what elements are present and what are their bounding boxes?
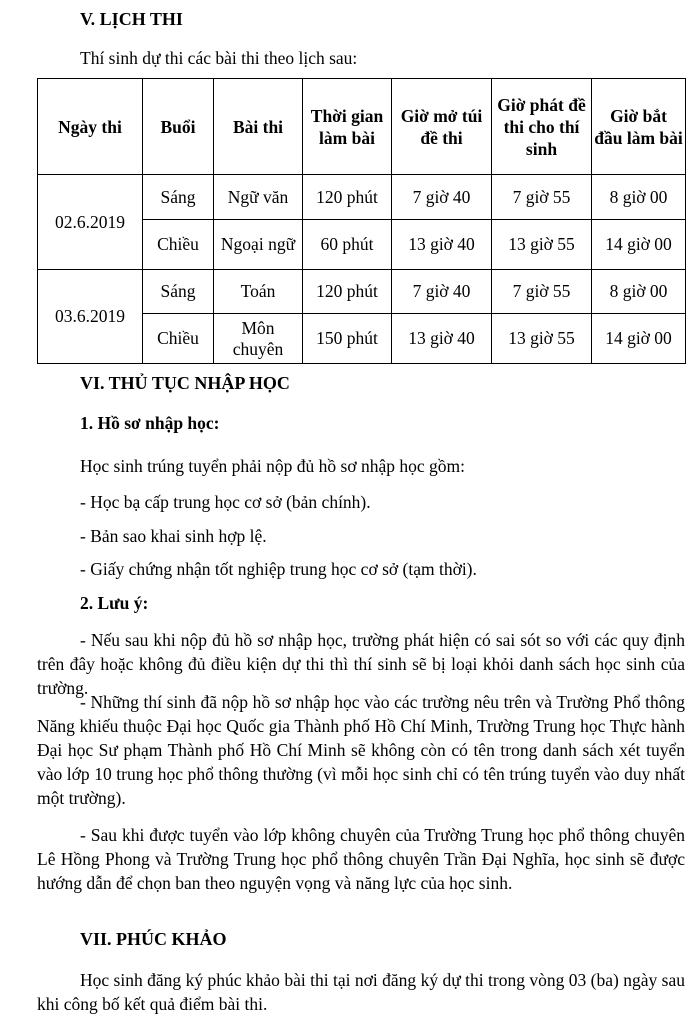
handout-time-cell: 7 giờ 55 [492,175,592,220]
section-heading-review: VII. PHÚC KHẢO [80,929,227,949]
duration-cell: 120 phút [303,270,392,314]
note-paragraph: - Nếu sau khi nộp đủ hồ sơ nhập học, trường phát hiện có sai sót so với các quy định trên đây hoặc không đủ điều kiện dự thi thì thí sinh sẽ bị loại khỏi danh sách học sinh của trường. [37,630,685,698]
session-cell: Chiều [143,220,214,270]
document-item: - Giấy chứng nhận tốt nghiệp trung học cơ sở (tạm thời). [80,559,477,579]
handout-time-cell: 13 giờ 55 [492,220,592,270]
header-cell: Bài thi [214,79,303,175]
subheading-notes: 2. Lưu ý: [80,593,149,613]
subheading-documents: 1. Hồ sơ nhập học: [80,413,220,433]
table-header-row [38,79,686,175]
start-time-cell: 8 giờ 00 [592,175,686,220]
exam-schedule-table [37,78,686,364]
note-paragraph: - Những thí sinh đã nộp hồ sơ nhập học vào các trường nêu trên và Trường Phổ thông Năng khiếu thuộc Đại học Quốc gia Thành phố Hồ Chí Minh, Trường Trung học Thực hành Đại học Sư phạm Thành phố Hồ Chí Minh sẽ không còn có tên trong danh sách xét tuyển vào lớp 10 trung học phổ thông thường (vì mỗi học sinh chỉ có tên trúng tuyển vào duy nhất một trường). [37,692,685,808]
duration-cell: 150 phút [303,314,392,364]
header-cell: Giờ mở túi đề thi [392,79,492,175]
documents-intro: Học sinh trúng tuyển phải nộp đủ hồ sơ nhập học gồm: [80,456,465,476]
subject-cell: Ngoại ngữ [214,220,303,270]
table-row [38,270,686,314]
review-paragraph: Học sinh đăng ký phúc khảo bài thi tại nơi đăng ký dự thi trong vòng 03 (ba) ngày sau khi công bố kết quả điểm bài thi. [37,970,685,1014]
header-cell: Thời gian làm bài [303,79,392,175]
exam-date-cell: 02.6.2019 [38,175,143,270]
schedule-intro: Thí sinh dự thi các bài thi theo lịch sau: [80,48,358,68]
header-cell: Buổi [143,79,214,175]
document-item: - Bản sao khai sinh hợp lệ. [80,526,267,546]
subject-cell: Ngữ văn [214,175,303,220]
duration-cell: 60 phút [303,220,392,270]
handout-time-cell: 7 giờ 55 [492,270,592,314]
header-cell: Giờ bắt đầu làm bài [592,79,686,175]
header-cell: Ngày thi [38,79,143,175]
subject-cell: Toán [214,270,303,314]
open-time-cell: 7 giờ 40 [392,175,492,220]
open-time-cell: 13 giờ 40 [392,220,492,270]
open-time-cell: 7 giờ 40 [392,270,492,314]
note-paragraph: - Sau khi được tuyển vào lớp không chuyên của Trường Trung học phổ thông chuyên Lê Hồng Phong và Trường Trung học phổ thông chuyên Trần Đại Nghĩa, học sinh sẽ được hướng dẫn để chọn ban theo nguyện vọng và năng lực của học sinh. [37,825,685,893]
subject-cell: Môn chuyên [214,314,303,364]
start-time-cell: 14 giờ 00 [592,314,686,364]
open-time-cell: 13 giờ 40 [392,314,492,364]
section-heading-schedule: V. LỊCH THI [80,9,183,29]
session-cell: Chiều [143,314,214,364]
section-heading-enrollment: VI. THỦ TỤC NHẬP HỌC [80,373,290,393]
header-cell: Giờ phát đề thi cho thí sinh [492,79,592,175]
exam-date-cell: 03.6.2019 [38,270,143,364]
start-time-cell: 8 giờ 00 [592,270,686,314]
session-cell: Sáng [143,270,214,314]
document-item: - Học bạ cấp trung học cơ sở (bản chính). [80,492,371,512]
handout-time-cell: 13 giờ 55 [492,314,592,364]
table-row [38,175,686,220]
start-time-cell: 14 giờ 00 [592,220,686,270]
session-cell: Sáng [143,175,214,220]
duration-cell: 120 phút [303,175,392,220]
